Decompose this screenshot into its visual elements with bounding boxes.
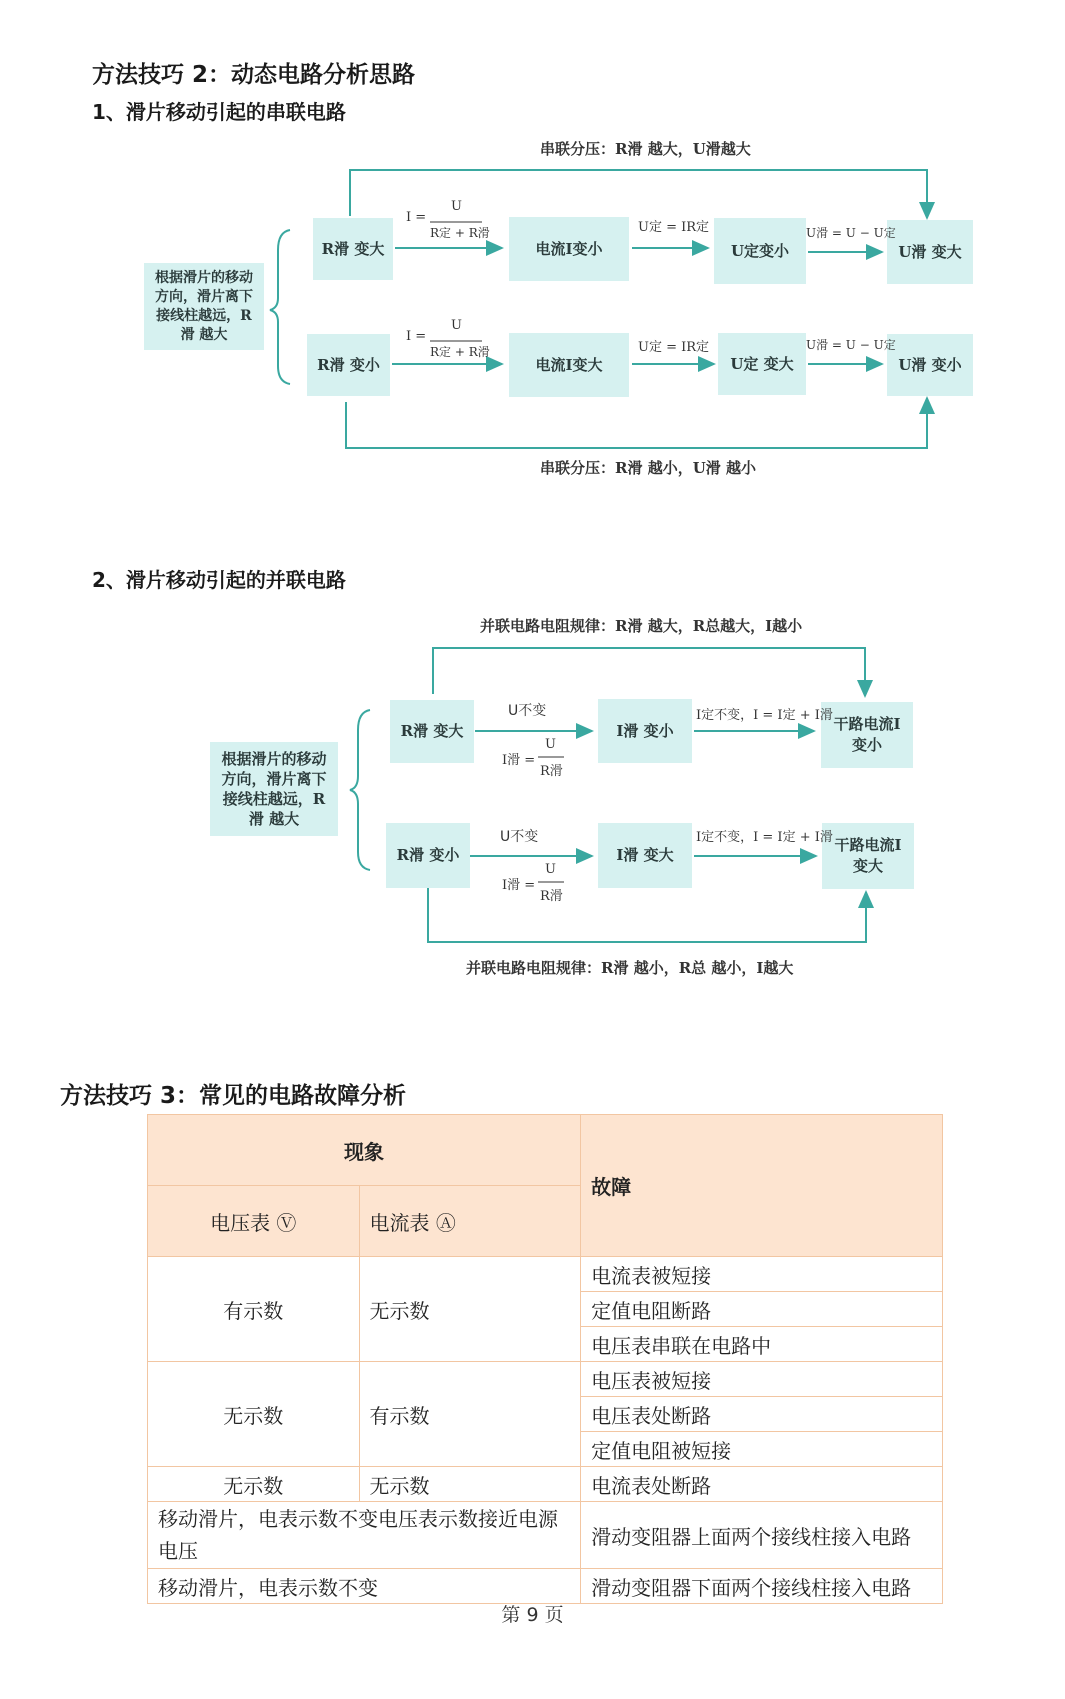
parallel-top-note: 并联电路电阻规律：R滑 越大，R总越大，I越小 [480,617,803,635]
parallel-main-current-increase: 干路电流I变大 [822,823,914,889]
table-header-row [148,1115,943,1186]
table-row [148,1569,943,1604]
parallel-formula-num-2: U [545,862,556,877]
slider-phenomenon-cell: 移动滑片，电表示数不变电压表示数接近电源电压 [148,1502,581,1569]
section3-title: 方法技巧 3：常见的电路故障分析 [60,1083,407,1109]
parallel-formula-num-1: U [545,737,556,752]
ammeter-cell: 有示数 [359,1362,581,1467]
fault-cell: 电压表串联在电路中 [581,1327,943,1362]
fault-cell: 电压表被短接 [581,1362,943,1397]
series-formula-uh-1: U滑 = U − U定 [806,226,896,240]
series-title: 1、滑片移动引起的串联电路 [92,100,346,124]
fault-analysis-table [147,1114,943,1604]
parallel-formula-den-2: R滑 [540,889,563,904]
series-r-increase: R滑 变大 [313,218,393,280]
parallel-u-const-1: U不变 [508,703,547,719]
parallel-r-decrease: R滑 变小 [386,823,470,888]
parallel-formula-den-1: R滑 [540,764,563,779]
parallel-title: 2、滑片移动引起的并联电路 [92,568,346,592]
ammeter-cell: 无示数 [359,1467,581,1502]
series-formula-i-num-2: U [451,318,462,333]
series-uslider-increase: U滑 变大 [887,220,973,284]
parallel-bottom-note: 并联电路电阻规律：R滑 越小，R总 越小，I越大 [466,959,794,977]
series-current-increase: 电流I变大 [509,333,629,397]
series-top-note: 串联分压：R滑 越大，U滑越大 [540,140,751,158]
parallel-source-box: 根据滑片的移动方向，滑片离下接线柱越远，R滑 越大 [210,742,338,836]
slider-phenomenon-cell: 移动滑片，电表示数不变 [148,1569,581,1604]
voltmeter-cell: 无示数 [148,1362,360,1467]
header-voltmeter: 电压表 Ⓥ [148,1186,360,1257]
series-ufixed-increase: U定 变大 [718,333,806,395]
series-formula-i-num-1: U [451,199,462,214]
slider-fault-cell: 滑动变阻器上面两个接线柱接入电路 [581,1502,943,1569]
section2-title: 方法技巧 2：动态电路分析思路 [92,62,416,88]
series-formula-u-1: U定 = IR定 [638,220,710,235]
parallel-formula-sum-1: I定不变，I = I定 + I滑 [696,708,833,723]
fault-cell: 电流表被短接 [581,1257,943,1292]
fault-cell: 定值电阻断路 [581,1292,943,1327]
series-formula-i-den-1: R定 + R滑 [430,226,490,240]
parallel-formula-lhs-2: I滑 = [502,878,536,893]
ammeter-cell: 无示数 [359,1257,581,1362]
series-formula-u-2: U定 = IR定 [638,340,710,355]
series-formula-i-lhs-2: I = [406,329,427,344]
parallel-ih-increase: I滑 变大 [598,823,692,888]
page-number: 第 9 页 [501,1604,564,1626]
parallel-main-current-decrease: 干路电流I变小 [821,702,913,768]
series-formula-i-den-2: R定 + R滑 [430,345,490,359]
parallel-u-const-2: U不变 [500,829,539,845]
table-row [148,1502,943,1569]
series-r-decrease: R滑 变小 [307,334,390,396]
table-row [148,1257,943,1292]
voltmeter-cell: 无示数 [148,1467,360,1502]
parallel-formula-lhs-1: I滑 = [502,753,536,768]
voltmeter-cell: 有示数 [148,1257,360,1362]
series-source-box: 根据滑片的移动方向，滑片离下接线柱越远，R滑 越大 [144,263,264,350]
series-formula-uh-2: U滑 = U − U定 [806,338,896,352]
slider-fault-cell: 滑动变阻器下面两个接线柱接入电路 [581,1569,943,1604]
parallel-formula-sum-2: I定不变，I = I定 + I滑 [696,830,833,845]
fault-cell: 电压表处断路 [581,1397,943,1432]
fault-cell: 电流表处断路 [581,1467,943,1502]
series-formula-i-lhs-1: I = [406,210,427,225]
fault-cell: 定值电阻被短接 [581,1432,943,1467]
parallel-r-increase: R滑 变大 [390,700,474,763]
series-ufixed-decrease: U定变小 [714,218,806,284]
parallel-ih-decrease: I滑 变小 [598,699,692,763]
header-fault: 故障 [581,1115,943,1257]
header-phenomenon: 现象 [148,1115,581,1186]
header-ammeter: 电流表 Ⓐ [359,1186,581,1257]
table-row [148,1362,943,1397]
series-bottom-note: 串联分压：R滑 越小，U滑 越小 [540,459,756,477]
table-row [148,1467,943,1502]
series-uslider-decrease: U滑 变小 [887,334,973,396]
series-current-decrease: 电流I变小 [509,217,629,281]
